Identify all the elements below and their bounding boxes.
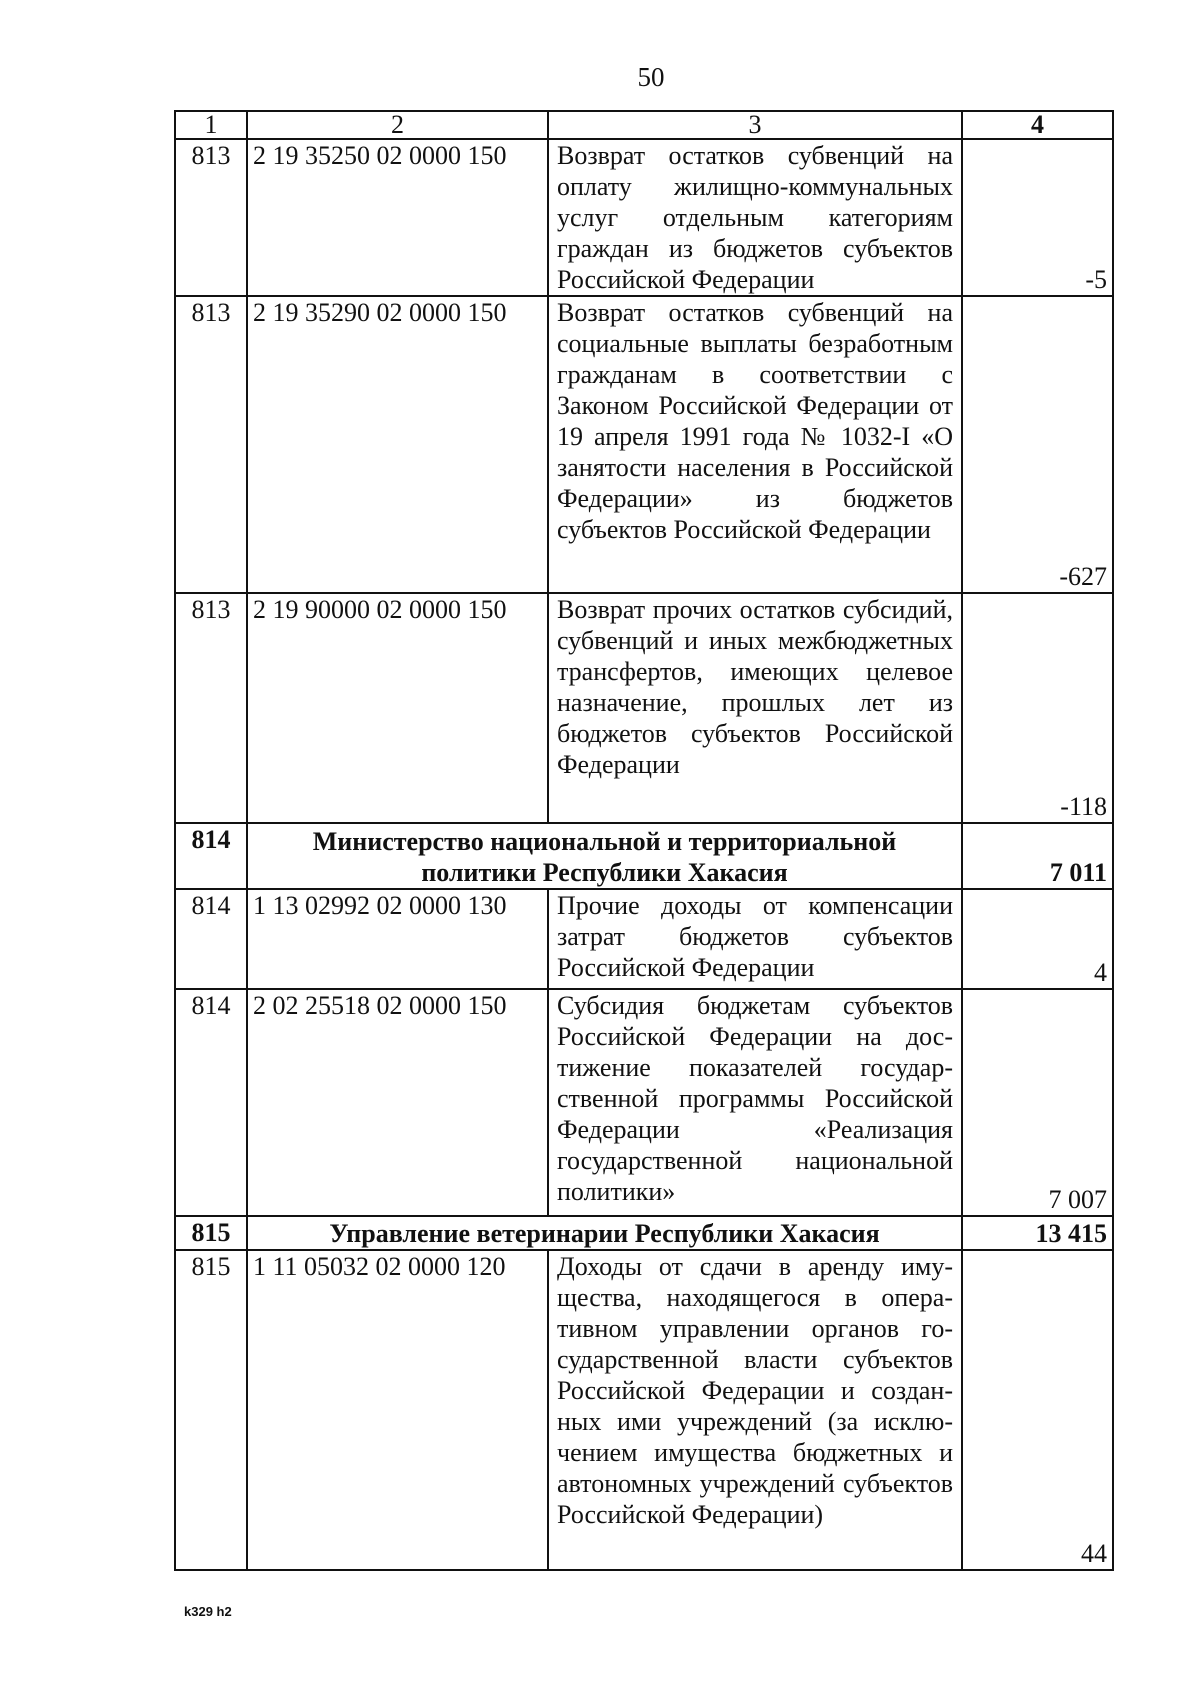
- admin-code-cell: 814: [175, 989, 247, 1216]
- description-cell: Прочие доходы от компенсации затрат бюджетов субъектов Российской Федерации: [548, 889, 962, 989]
- section-admin-code: 814: [175, 823, 247, 889]
- budget-code-cell: 1 13 02992 02 0000 130: [247, 889, 548, 989]
- table-row: [175, 296, 1113, 593]
- page-number: 50: [637, 62, 665, 92]
- column-header-4: 4: [962, 111, 1113, 139]
- budget-code-cell: 2 19 35250 02 0000 150: [247, 139, 548, 296]
- document-footer-code: k329 h2: [184, 1604, 232, 1619]
- column-header-2: 2: [247, 111, 548, 139]
- amount-cell: -5: [962, 139, 1113, 296]
- budget-code-cell: 1 11 05032 02 0000 120: [247, 1250, 548, 1570]
- amount-cell: -118: [962, 593, 1113, 823]
- description-cell: Доходы от сдачи в аренду имущества, находящегося в оперативном управлении органов государственной власти субъектов Российской Федерации и созданных ими учреждений (за исключением имущества бюджетных и автономных учреждений субъектов Российской Федерации): [548, 1250, 962, 1570]
- admin-code-cell: 813: [175, 593, 247, 823]
- section-amount: 7 011: [962, 823, 1113, 889]
- table-row: [175, 139, 1113, 296]
- description-cell: Возврат остатков субвенций на оплату жилищно-коммунальных услуг отдельным категориям граждан из бюджетов субъектов Российской Федерации: [548, 139, 962, 296]
- column-header-3: 3: [548, 111, 962, 139]
- table-row: [175, 1250, 1113, 1570]
- section-row-814: [175, 823, 1113, 889]
- budget-code-cell: 2 19 90000 02 0000 150: [247, 593, 548, 823]
- budget-table: [174, 110, 1114, 1571]
- section-title: Министерство национальной и территориальной политики Республики Хакасия: [247, 823, 962, 889]
- description-cell: Субсидия бюджетам субъектов Российской Федерации на достижение показателей государственной программы Российской Федерации «Реализация государственной национальной политики»: [548, 989, 962, 1216]
- amount-cell: 4: [962, 889, 1113, 989]
- table-row: [175, 989, 1113, 1216]
- section-title: Управление ветеринарии Республики Хакасия: [247, 1216, 962, 1250]
- table-row: [175, 889, 1113, 989]
- admin-code-cell: 815: [175, 1250, 247, 1570]
- table-header-row: [175, 111, 1113, 139]
- admin-code-cell: 814: [175, 889, 247, 989]
- budget-code-cell: 2 19 35290 02 0000 150: [247, 296, 548, 593]
- description-cell: Возврат остатков субвенций на социальные выплаты безработным гражданам в соответствии с Законом Российской Федерации от 19 апреля 1991 года № 1032-I «О занятости населения в Российской Федерации» из бюджетов субъектов Российской Федерации: [548, 296, 962, 593]
- description-cell: Возврат прочих остатков субсидий, субвенций и иных межбюджетных трансфертов, имеющих целевое назначение, прошлых лет из бюджетов субъектов Российской Федерации: [548, 593, 962, 823]
- section-row-815: [175, 1216, 1113, 1250]
- amount-cell: 7 007: [962, 989, 1113, 1216]
- admin-code-cell: 813: [175, 296, 247, 593]
- admin-code-cell: 813: [175, 139, 247, 296]
- amount-cell: 44: [962, 1250, 1113, 1570]
- section-admin-code: 815: [175, 1216, 247, 1250]
- amount-cell: -627: [962, 296, 1113, 593]
- budget-code-cell: 2 02 25518 02 0000 150: [247, 989, 548, 1216]
- column-header-1: 1: [175, 111, 247, 139]
- section-amount: 13 415: [962, 1216, 1113, 1250]
- table-row: [175, 593, 1113, 823]
